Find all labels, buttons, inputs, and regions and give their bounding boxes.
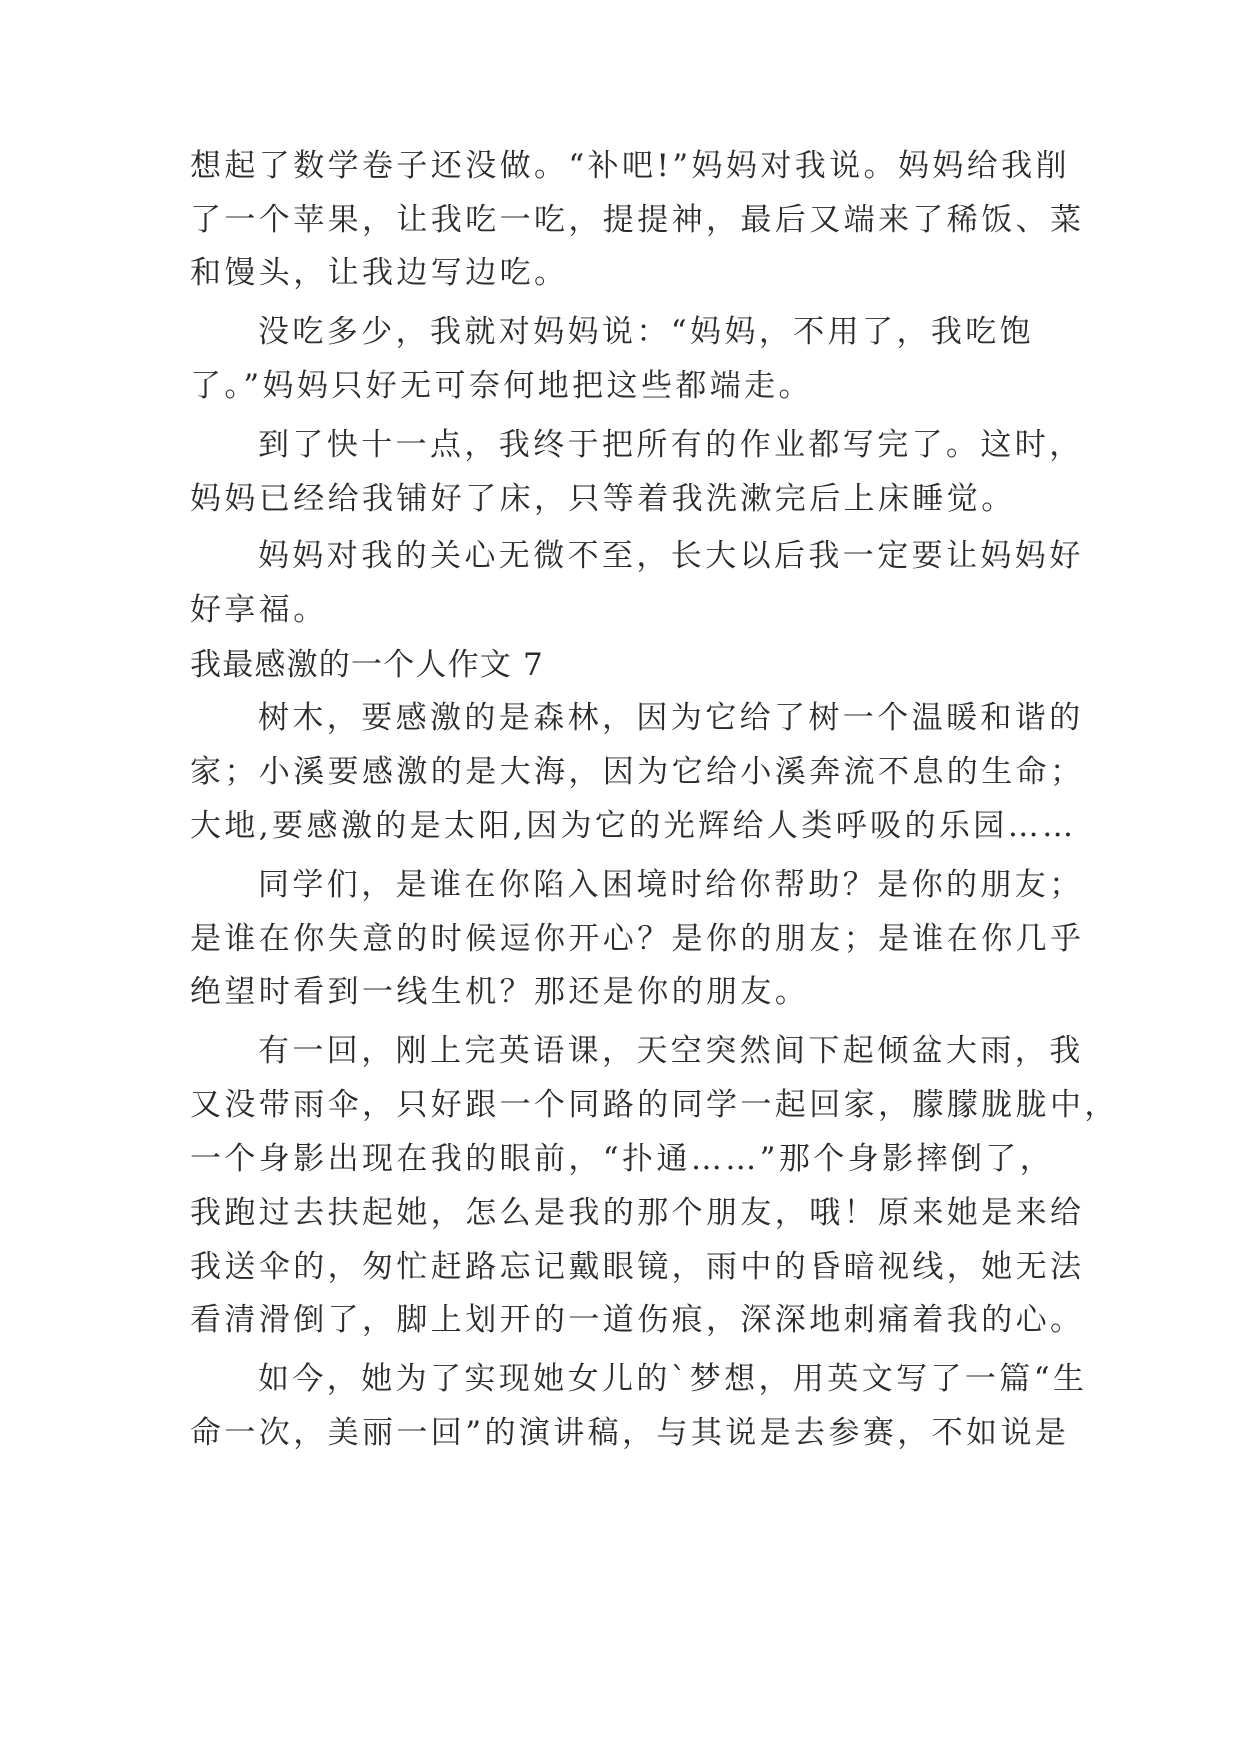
section-heading: 我最感激的一个人作文 7 <box>190 647 544 683</box>
paragraph-start-line: 有一回，刚上完英语课，天空突然间下起倾盆大雨，我 <box>258 1033 1084 1069</box>
text-line: 和馒头，让我边写边吃。 <box>190 255 569 291</box>
paragraph-start-line: 树木，要感激的是森林，因为它给了树一个温暖和谐的 <box>258 700 1084 736</box>
text-line: 好享福。 <box>190 592 328 628</box>
text-line: 看清滑倒了，脚上划开的一道伤痕，深深地刺痛着我的心。 <box>190 1302 1085 1338</box>
paragraph-start-line: 同学们，是谁在你陷入困境时给你帮助？是你的朋友； <box>258 867 1084 903</box>
text-line: 了一个苹果，让我吃一吃，提提神，最后又端来了稀饭、菜 <box>190 202 1085 238</box>
text-line: 我送伞的，匆忙赶路忘记戴眼镜，雨中的昏暗视线，她无法 <box>190 1249 1085 1285</box>
text-line: 想起了数学卷子还没做。“补吧!”妈妈对我说。妈妈给我削 <box>190 148 1070 184</box>
paragraph-start-line: 如今，她为了实现她女儿的`梦想，用英文写了一篇“生 <box>258 1361 1088 1397</box>
text-line: 了。”妈妈只好无可奈何地把这些都端走。 <box>190 368 813 404</box>
text-line: 家；小溪要感激的是大海，因为它给小溪奔流不息的生命； <box>190 754 1085 790</box>
text-line: 妈妈已经给我铺好了床，只等着我洗漱完后上床睡觉。 <box>190 481 1016 517</box>
paragraph-start-line: 到了快十一点，我终于把所有的作业都写完了。这时， <box>258 427 1084 463</box>
text-line: 绝望时看到一线生机？那还是你的朋友。 <box>190 974 810 1010</box>
text-line: 我跑过去扶起她，怎么是我的那个朋友，哦！原来她是来给 <box>190 1195 1085 1231</box>
text-line: 是谁在你失意的时候逗你开心？是你的朋友；是谁在你几乎 <box>190 921 1085 957</box>
paragraph-start-line: 没吃多少，我就对妈妈说：“妈妈，不用了，我吃饱 <box>258 314 1035 350</box>
text-line: 命一次，美丽一回”的演讲稿，与其说是去参赛，不如说是 <box>190 1415 1070 1451</box>
paragraph-start-line: 妈妈对我的关心无微不至，长大以后我一定要让妈妈好 <box>258 538 1084 574</box>
text-line: 一个身影出现在我的眼前，“扑通……”那个身影摔倒了， <box>190 1141 1055 1177</box>
text-line: 大地,要感激的是太阳,因为它的光辉给人类呼吸的乐园…… <box>190 808 1077 844</box>
text-line: 又没带雨伞，只好跟一个同路的同学一起回家，朦朦胧胧中， <box>190 1087 1119 1123</box>
